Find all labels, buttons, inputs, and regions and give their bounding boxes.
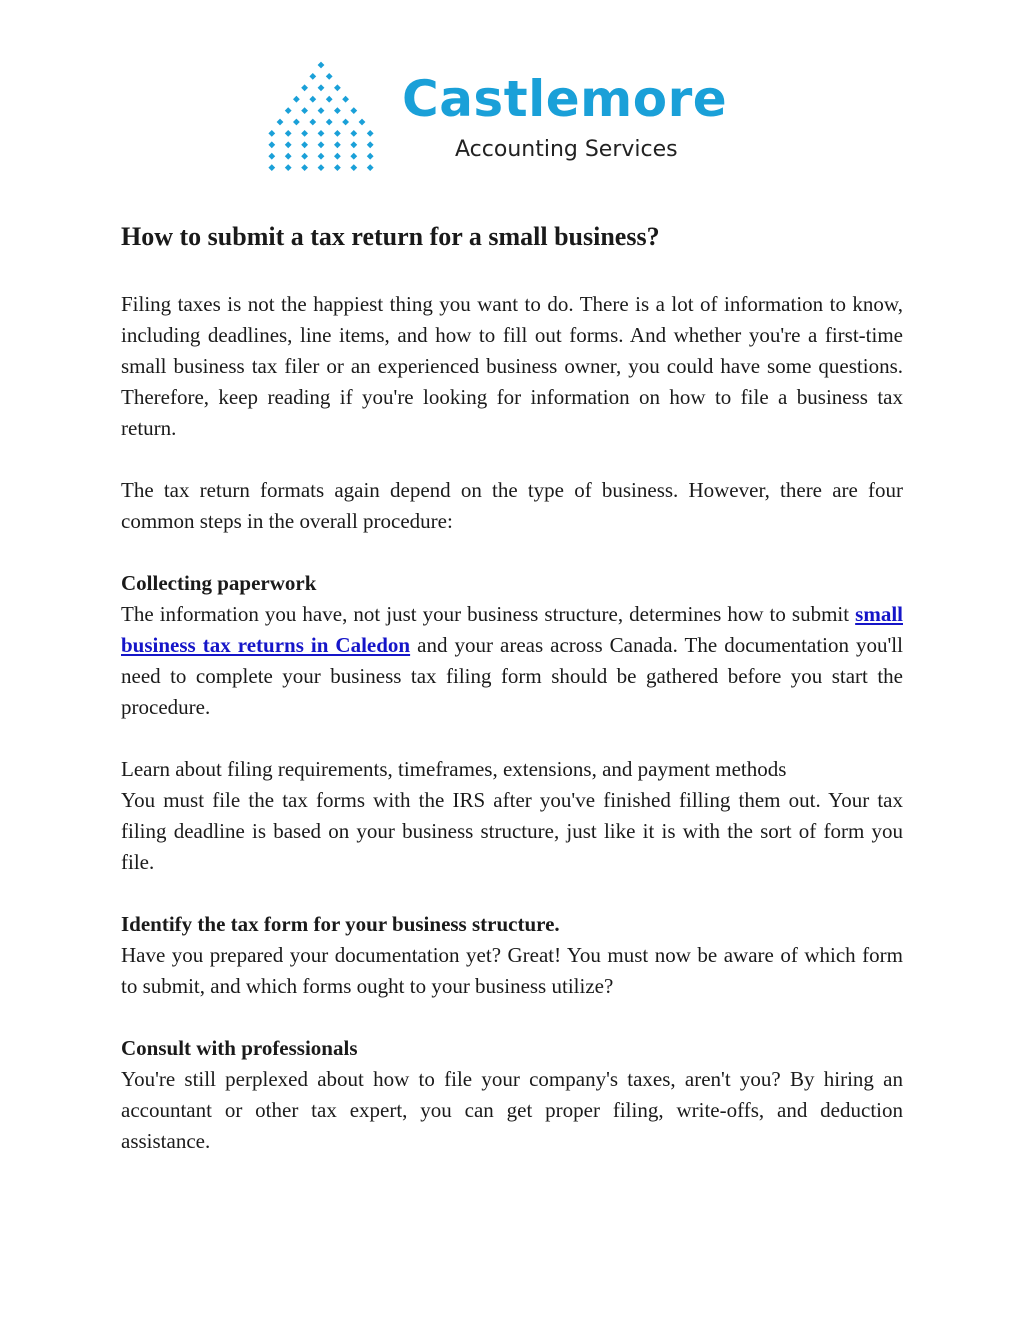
logo-diamond xyxy=(334,153,341,160)
logo-diamond xyxy=(301,84,308,91)
section-heading-filing-requirements: Learn about filing requirements, timeframes, extensions, and payment methods xyxy=(121,757,787,781)
logo-diamond xyxy=(318,107,325,114)
article xyxy=(121,218,903,1157)
logo-diamond xyxy=(367,153,374,160)
logo-diamond xyxy=(268,130,275,137)
section-heading-consult: Consult with professionals xyxy=(121,1036,358,1060)
logo-diamond xyxy=(301,130,308,137)
logo-diamond xyxy=(301,164,308,171)
caledon-tax-returns-link[interactable]: small business tax returns in Caledon xyxy=(121,602,903,657)
section-text-after-link: and your areas across Canada. The documentation you'll need to complete your business tax filing form should be gathered before you start the procedure. xyxy=(121,633,903,719)
section-text-before-link: The information you have, not just your business structure, determines how to submit xyxy=(121,602,856,626)
logo-diamond xyxy=(318,62,325,69)
logo-diamond xyxy=(309,119,316,126)
logo-diamond xyxy=(342,96,349,103)
logo-diamond xyxy=(301,153,308,160)
logo-diamond xyxy=(318,130,325,137)
diamond-grid-logo-icon xyxy=(266,59,376,181)
logo-diamond xyxy=(334,141,341,148)
intro-paragraph: Filing taxes is not the happiest thing you want to do. There is a lot of information to know, including deadlines, line items, and how to fill out forms. And whether you're a first-time small business tax filer or an experienced business owner, you could have some questions. Therefore, keep reading if you're looking for information on how to file a business tax return. xyxy=(121,292,903,440)
logo-diamond xyxy=(293,119,300,126)
logo-diamond xyxy=(301,107,308,114)
logo-diamond xyxy=(350,130,357,137)
logo-diamond xyxy=(350,164,357,171)
logo-diamond xyxy=(350,141,357,148)
logo-diamond xyxy=(367,164,374,171)
logo-diamond xyxy=(350,153,357,160)
logo-diamond xyxy=(285,153,292,160)
logo-diamond xyxy=(318,164,325,171)
logo-diamond xyxy=(293,96,300,103)
logo-diamond xyxy=(334,130,341,137)
section-text-filing-requirements: You must file the tax forms with the IRS after you've finished filling them out. Your tax filing deadline is based on your business structure, just like it is with the sort of form you file. xyxy=(121,788,903,874)
logo-diamond xyxy=(318,84,325,91)
logo-diamond xyxy=(326,73,333,80)
logo-diamond xyxy=(285,107,292,114)
logo-diamond xyxy=(268,164,275,171)
logo-diamond xyxy=(309,73,316,80)
logo-diamond xyxy=(309,96,316,103)
section-heading-identify-form: Identify the tax form for your business structure. xyxy=(121,912,560,936)
logo-diamond xyxy=(285,141,292,148)
logo-diamond xyxy=(342,119,349,126)
logo-diamond xyxy=(334,107,341,114)
section-text-identify-form: Have you prepared your documentation yet? Great! You must now be aware of which form to submit, and which forms ought to your business utilize? xyxy=(121,943,903,998)
formats-paragraph: The tax return formats again depend on the type of business. However, there are four common steps in the overall procedure: xyxy=(121,478,903,533)
logo-diamond xyxy=(277,119,284,126)
logo-diamond xyxy=(285,130,292,137)
logo-diamond xyxy=(326,119,333,126)
logo-diamond xyxy=(367,141,374,148)
logo-diamond xyxy=(301,141,308,148)
brand-tagline: Accounting Services xyxy=(455,137,678,162)
brand-name: Castlemore xyxy=(402,70,728,128)
section-text-collecting-paperwork xyxy=(121,599,903,723)
logo-diamond xyxy=(285,164,292,171)
logo-diamond xyxy=(318,153,325,160)
logo-diamond xyxy=(318,141,325,148)
logo-diamond xyxy=(334,164,341,171)
logo-diamond xyxy=(268,141,275,148)
logo-diamond xyxy=(334,84,341,91)
article-title: How to submit a tax return for a small business? xyxy=(121,222,660,251)
logo-diamond xyxy=(367,130,374,137)
logo-diamond xyxy=(268,153,275,160)
logo-diamond xyxy=(350,107,357,114)
logo-diamond xyxy=(359,119,366,126)
logo-diamond xyxy=(326,96,333,103)
page-header xyxy=(0,55,1024,185)
section-heading-collecting-paperwork: Collecting paperwork xyxy=(121,571,317,595)
section-text-consult: You're still perplexed about how to file your company's taxes, aren't you? By hiring an accountant or other tax expert, you can get proper filing, write-offs, and deduction assistance. xyxy=(121,1067,903,1153)
